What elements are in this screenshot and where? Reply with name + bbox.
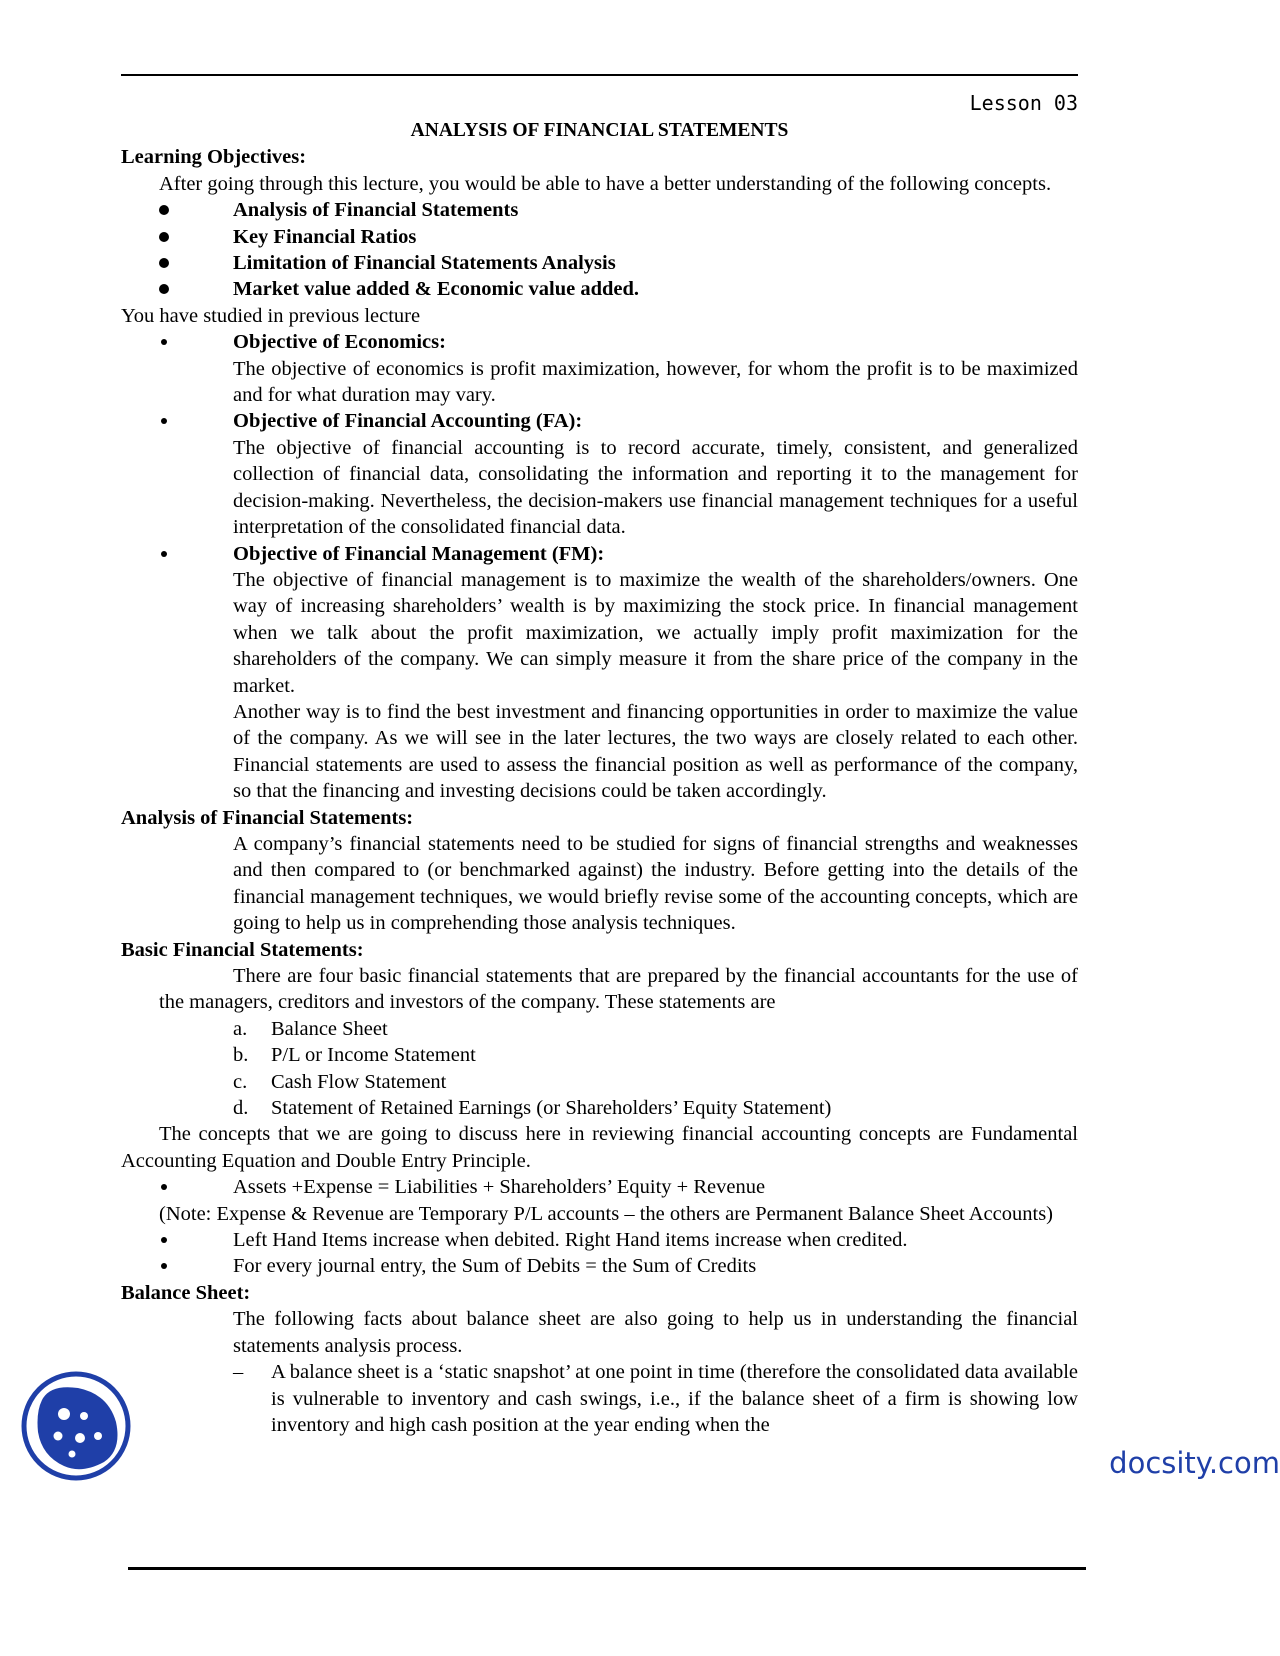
fa-heading: Objective of Financial Accounting (FA): bbox=[233, 410, 583, 433]
list-item: d. Statement of Retained Earnings (or Shareholders’ Equity Statement) bbox=[233, 1097, 832, 1120]
list-item: c. Cash Flow Statement bbox=[233, 1070, 447, 1093]
docsity-watermark[interactable]: docsity.com bbox=[1109, 1446, 1280, 1480]
balance-heading: Balance Sheet: bbox=[121, 1281, 251, 1304]
accounting-equation: Assets +Expense = Liabilities + Shareholders’ Equity + Revenue bbox=[233, 1176, 766, 1199]
bullet-icon bbox=[161, 551, 167, 557]
list-item: Key Financial Ratios bbox=[159, 224, 1078, 250]
learning-intro: After going through this lecture, you would be able to have a better understanding of the following concepts. bbox=[159, 172, 1052, 195]
list-item bbox=[159, 329, 1078, 355]
list-item: a. Balance Sheet bbox=[233, 1017, 388, 1040]
bullet-icon bbox=[159, 232, 169, 242]
document-body bbox=[121, 118, 1078, 1438]
list-item bbox=[159, 1174, 1078, 1200]
economics-text: The objective of economics is profit maximization, however, for whom the profit is to be maximized and for what duration may vary. bbox=[233, 357, 1078, 407]
list-item: Market value added & Economic value added. bbox=[159, 276, 1078, 302]
lesson-number: Lesson 03 bbox=[969, 91, 1078, 115]
top-rule bbox=[121, 74, 1078, 76]
bullet-icon bbox=[159, 258, 169, 268]
fa-text: The objective of financial accounting is to record accurate, timely, consistent, and generalized collection of financial data, consolidating the information and reporting it to the management for decision-making. Nevertheless, the decision-makers use financial management techniques for a useful interpretation of the consolidated financial data. bbox=[233, 436, 1078, 539]
list-item: b. P/L or Income Statement bbox=[233, 1044, 476, 1067]
fm-text-1: The objective of financial management is to maximize the wealth of the shareholders/owners. One way of increasing shareholders’ wealth is by maximizing the stock price. In financial management when we talk about the profit maximization, we actually imply profit maximization for the shareholders of the company. We can simply measure it from the share price of the company in the market. bbox=[233, 568, 1078, 697]
list-item bbox=[159, 408, 1078, 434]
bullet-icon bbox=[161, 1184, 167, 1190]
concepts-text: The concepts that we are going to discuss here in reviewing financial accounting concepts are Fundamental Accounting Equation and Double Entry Principle. bbox=[121, 1123, 1078, 1172]
balance-text: The following facts about balance sheet are also going to help us in understanding the financial statements analysis process. bbox=[233, 1308, 1078, 1357]
list-item: Analysis of Financial Statements bbox=[159, 197, 1078, 223]
list-item: Limitation of Financial Statements Analysis bbox=[159, 250, 1078, 276]
bullet-icon bbox=[161, 339, 167, 345]
previous-list bbox=[121, 329, 1078, 355]
list-item: – A balance sheet is a ‘static snapshot’ at one point in time (therefore the consolidated data available is vulnerable to inventory and cash swings, i.e., if the balance sheet of a firm is showing low inventory and high cash position at the year ending when the bbox=[233, 1361, 1078, 1436]
bullet-icon bbox=[159, 205, 169, 215]
analysis-heading: Analysis of Financial Statements: bbox=[121, 806, 414, 829]
basic-heading: Basic Financial Statements: bbox=[121, 938, 364, 961]
list-item: For every journal entry, the Sum of Debits = the Sum of Credits bbox=[159, 1253, 1078, 1279]
bullet-icon bbox=[161, 1263, 167, 1269]
dash-marker: – bbox=[233, 1361, 244, 1384]
statements-list bbox=[121, 1016, 1078, 1122]
bullet-icon bbox=[159, 284, 169, 294]
docsity-logo-icon[interactable] bbox=[20, 1370, 132, 1482]
basic-text: There are four basic financial statements that are prepared by the financial accountants for the use of the managers, creditors and investors of the company. These statements are bbox=[159, 965, 1078, 1014]
economics-heading: Objective of Economics: bbox=[233, 331, 446, 354]
bullet-icon bbox=[161, 418, 167, 424]
page-title: ANALYSIS OF FINANCIAL STATEMENTS bbox=[410, 120, 789, 141]
previous-intro: You have studied in previous lecture bbox=[121, 304, 421, 327]
analysis-text: A company’s financial statements need to be studied for signs of financial strengths and weaknesses and then compared to (or benchmarked against) the industry. Before getting into the details of the financial management techniques, we would briefly revise some of the accounting concepts, which are going to help us in comprehending those analysis techniques. bbox=[233, 832, 1078, 935]
fm-heading: Objective of Financial Management (FM): bbox=[233, 542, 605, 565]
learning-objectives-heading: Learning Objectives: bbox=[121, 146, 307, 169]
fm-text-2: Another way is to find the best investment and financing opportunities in order to maximize the value of the company. As we will see in the later lectures, the two ways are closely related to each other. Financial statements are used to assess the financial position as well as performance of the company, so that the financing and investing decisions could be taken accordingly. bbox=[233, 700, 1078, 803]
list-item bbox=[159, 541, 1078, 567]
note-text: (Note: Expense & Revenue are Temporary P/L accounts – the others are Permanent Balance Sheet Accounts) bbox=[159, 1202, 1053, 1225]
objectives-list bbox=[121, 197, 1078, 303]
bottom-rule bbox=[128, 1567, 1086, 1570]
bullet-icon bbox=[161, 1237, 167, 1243]
list-item: Left Hand Items increase when debited. Right Hand items increase when credited. bbox=[159, 1227, 1078, 1253]
